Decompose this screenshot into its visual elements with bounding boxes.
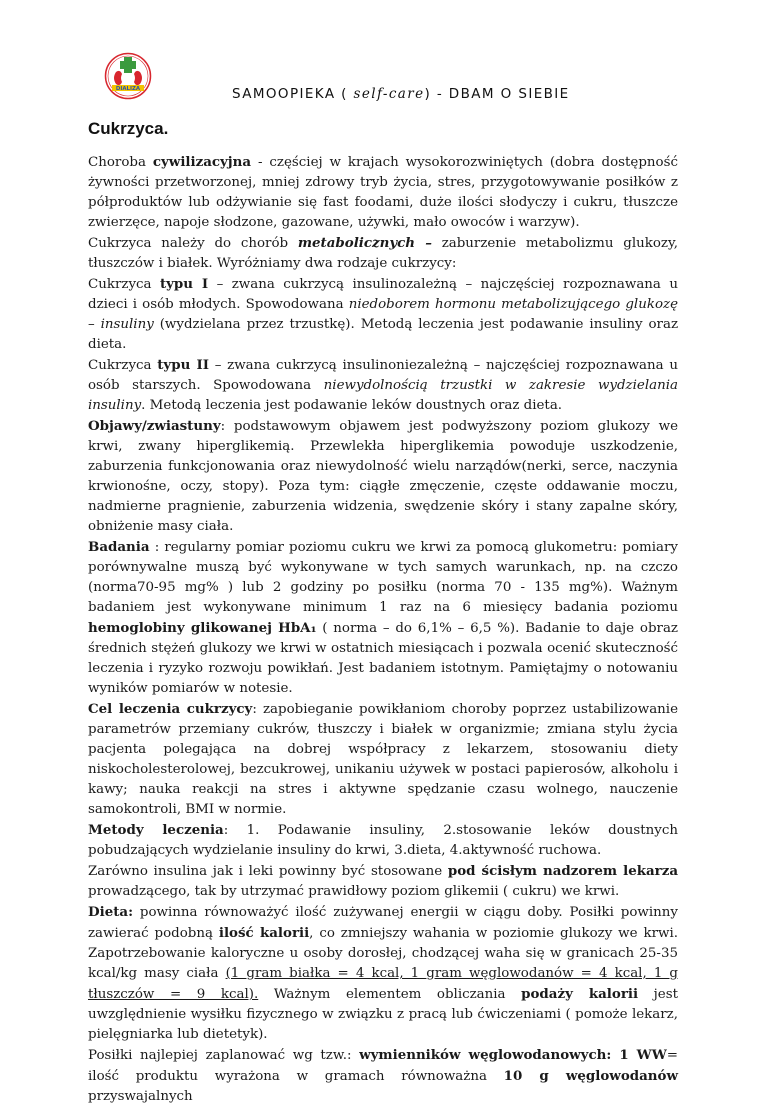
document-body	[88, 152, 678, 1107]
logo-text: DIALIZA	[115, 86, 141, 93]
header-title: SAMOOPIEKA ( self-care) - DBAM O SIEBIE	[232, 86, 570, 102]
paragraph-diet: Dieta: powinna równoważyć ilość zużywanej energii w ciągu doby. Posiłki powinny zawierać podobną ilość kalorii, co zmniejszy wahania w poziomie glukozy we krwi. Zapotrzebowanie kaloryczne u osoby dorosłej, chodzącej waha się w granicach 25-35 kcal/kg masy ciała (1 gram białka = 4 kcal, 1 gram węglowodanów = 4 kcal, 1 g tłuszczów = 9 kcal). Ważnym elementem obliczania podaży kalorii jest uwzględnienie wysiłku fizycznego w związku z pracą lub ćwiczeniami ( pomoże lekarz, pielęgniarka lub dietetyk).	[88, 904, 678, 1042]
dializa-logo-icon	[104, 52, 152, 100]
paragraph-type1: Cukrzyca typu I – zwana cukrzycą insulinozależną – najczęściej rozpoznawana u dzieci i osób młodych. Spowodowana niedoborem hormonu metabolizującego glukozę – insuliny (wydzielana przez trzustkę). Metodą leczenia jest podawanie insuliny oraz dieta.	[88, 276, 678, 352]
paragraph-type2: Cukrzyca typu II – zwana cukrzycą insulinoniezależną – najczęściej rozpoznawana u osób starszych. Spowodowana niewydolnością trzustki w zakresie wydzielania insuliny. Metodą leczenia jest podawanie leków doustnych oraz dieta.	[88, 357, 678, 413]
paragraph-tests: Badania : regularny pomiar poziomu cukru we krwi za pomocą glukometru: pomiary porównywalne muszą być wykonywane w tych samych warunkach, np. na czczo (norma70-95 mg% ) lub 2 godziny po posiłku (norma 70 - 135 mg%). Ważnym badaniem jest wykonywane minimum 1 raz na 6 miesięcy badania poziomu hemoglobiny glikowanej HbA₁ ( norma – do 6,1% – 6,5 %). Badanie to daje obraz średnich stężeń glukozy we krwi w ostatnich miesiącach i pozwala ocenić skuteczność leczenia i ryzyko rozwoju powikłań. Jest badaniem istotnym. Pamiętajmy o notowaniu wyników pomiarów w notesie.	[88, 539, 678, 696]
paragraph-metabolic: Cukrzyca należy do chorób metabolicznych – zaburzenie metabolizmu glukozy, tłuszczów i białek. Wyróżniamy dwa rodzaje cukrzycy:	[88, 235, 678, 271]
paragraph-treatment-methods: Metody leczenia: 1. Podawanie insuliny, 2.stosowanie leków doustnych pobudzających wydzielanie insuliny do krwi, 3.dieta, 4.aktywność ruchowa.	[88, 822, 678, 858]
section-title: Cukrzyca.	[88, 119, 169, 138]
paragraph-intro: Choroba cywilizacyjna - częściej w krajach wysokorozwiniętych (dobra dostępność żywności przetworzonej, mniej zdrowy tryb życia, stres, przygotowywanie posiłków z półproduktów lub odżywianie się fast foodami, duże ilości słodyczy i cukru, tłuszcze zwierzęce, napoje słodzone, gazowane, używki, mało owoców i warzyw).	[88, 154, 678, 230]
paragraph-symptoms: Objawy/zwiastuny: podstawowym objawem jest podwyższony poziom glukozy we krwi, zwany hiperglikemią. Przewlekła hiperglikemia powoduje uszkodzenie, zaburzenia funkcjonowania oraz niewydolność wielu narządów(nerki, serce, naczynia krwionośne, oczy, stopy). Poza tym: ciągłe zmęczenie, częste oddawanie moczu, nadmierne pragnienie, zaburzenia widzenia, swędzenie skóry i stany zapalne skóry, obniżenie masy ciała.	[88, 418, 678, 534]
paragraph-treatment-goal: Cel leczenia cukrzycy: zapobieganie powikłaniom choroby poprzez ustabilizowanie parametrów przemiany cukrów, tłuszczy i białek w organizmie; zmiana stylu życia pacjenta polegająca na dobrej współpracy z lekarzem, stosowaniu diety niskocholesterolowej, bezcukrowej, unikaniu używek w postaci papierosów, alkoholu i kawy; nauka reakcji na stres i aktywne spędzanie czasu wolnego, nauczenie samokontroli, BMI w normie.	[88, 701, 679, 817]
paragraph-exchanges: Posiłki najlepiej zaplanować wg tzw.: wymienników węglowodanowych: 1 WW= ilość produktu wyrażona w gramach równoważna 10 g węglowodanów przyswajalnych	[88, 1047, 678, 1104]
paragraph-supervision: Zarówno insulina jak i leki powinny być stosowane pod ścisłym nadzorem lekarza prowadzącego, tak by utrzymać prawidłowy poziom glikemii ( cukru) we krwi.	[88, 863, 679, 899]
